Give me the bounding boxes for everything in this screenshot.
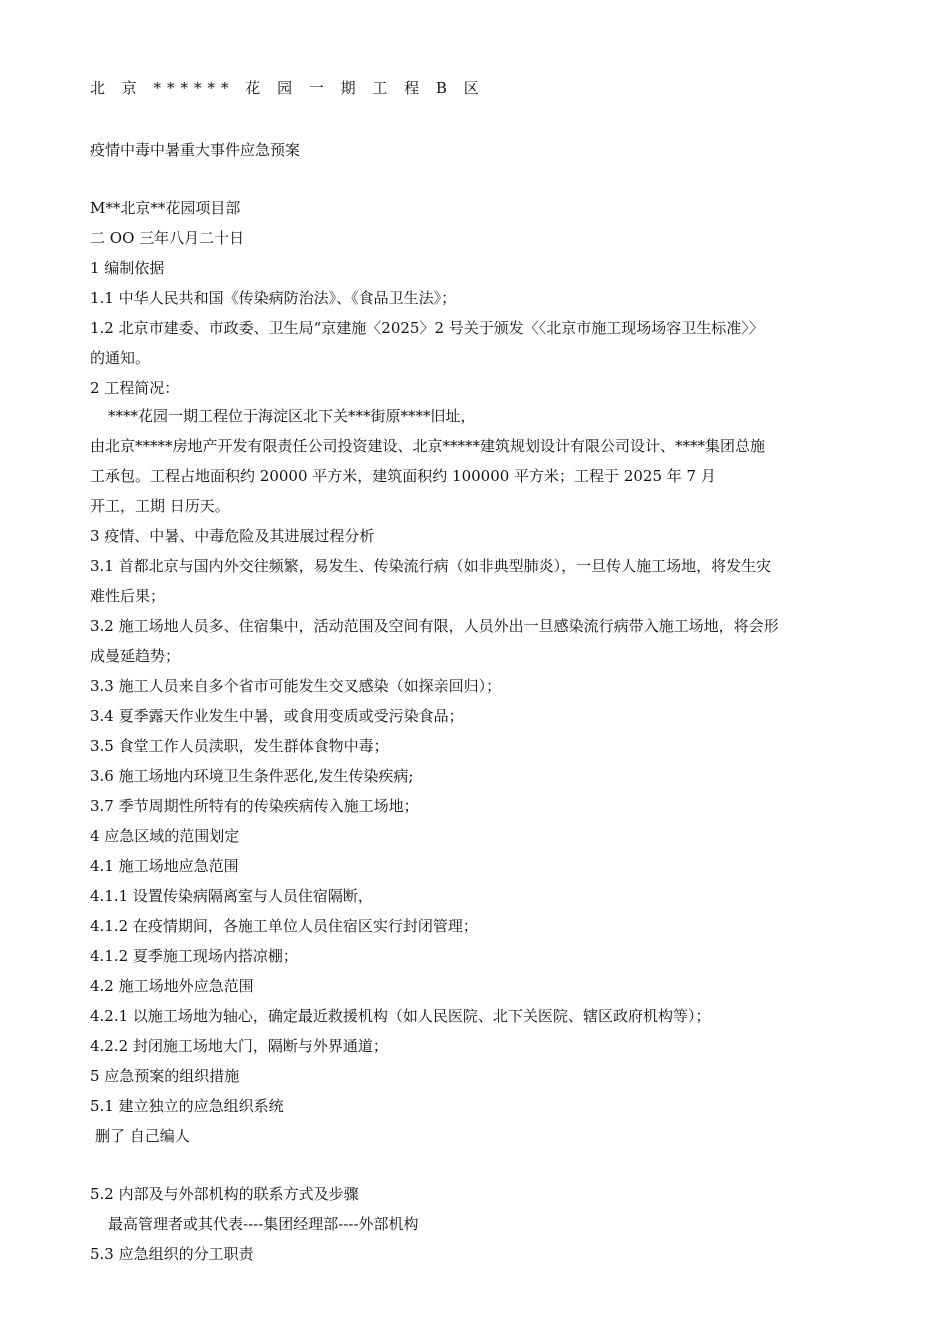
section-heading: 1 编制依据 (90, 259, 165, 277)
document-date: 二 OO 三年八月二十日 (90, 229, 245, 247)
subsection-heading: 4.1 施工场地应急范围 (90, 857, 239, 875)
section-heading: 4 应急区域的范围划定 (90, 827, 240, 845)
paragraph-line: 4.1.2 夏季施工现场内搭凉棚； (90, 947, 298, 965)
note-line: 删了 自己编人 (95, 1127, 190, 1145)
paragraph-line: 难性后果； (90, 587, 166, 605)
department-name: M**北京**花园项目部 (90, 199, 241, 217)
paragraph-line: 3.7 季节周期性所特有的传染疾病传入施工场地； (90, 797, 419, 815)
paragraph-line: 3.3 施工人员来自多个省市可能发生交叉感染（如探亲回归）； (90, 677, 502, 695)
paragraph-line: 成曼延趋势； (90, 647, 181, 665)
section-heading: 5 应急预案的组织措施 (90, 1067, 240, 1085)
paragraph-line: 3.6 施工场地内环境卫生条件恶化,发生传染疾病; (90, 767, 414, 785)
paragraph-line: 工承包。工程占地面积约 20000 平方米，建筑面积约 100000 平方米；工程于 2025 年 7 月 (90, 467, 716, 485)
project-title: 北 京 ****** 花 园 一 期 工 程 B 区 (90, 79, 485, 97)
paragraph-line: 开工，工期 日历天。 (90, 497, 230, 515)
subsection-heading: 5.2 内部及与外部机构的联系方式及步骤 (90, 1185, 359, 1203)
paragraph-line: 的通知。 (90, 349, 151, 367)
paragraph-line: 4.1.2 在疫情期间，各施工单位人员住宿区实行封闭管理； (90, 917, 478, 935)
paragraph-line: 3.1 首都北京与国内外交往频繁，易发生、传染流行病（如非典型肺炎），一旦传人施工场地，将发生灾 (90, 557, 772, 575)
subsection-heading: 4.2 施工场地外应急范围 (90, 977, 254, 995)
section-heading: 3 疫情、中暑、中毒危险及其进展过程分析 (90, 527, 375, 545)
subsection-heading: 5.3 应急组织的分工职责 (90, 1245, 254, 1263)
paragraph-line: 1.1 中华人民共和国《传染病防治法》、《食品卫生法》； (90, 289, 457, 307)
paragraph-line: 1.2 北京市建委、市政委、卫生局“京建施〈2025〉2 号关于颁发〈〈北京市施工现场场容卫生标准〉〉 (90, 319, 764, 337)
paragraph-line: ****花园一期工程位于海淀区北下关***街原****旧址， (108, 407, 476, 425)
subsection-heading: 5.1 建立独立的应急组织系统 (90, 1097, 284, 1115)
section-heading: 2 工程简况： (90, 379, 180, 397)
paragraph-line: 由北京*****房地产开发有限责任公司投资建设、北京*****建筑规划设计有限公司设计、****集团总施 (90, 437, 766, 455)
paragraph-line: 3.5 食堂工作人员渎职，发生群体食物中毒； (90, 737, 389, 755)
paragraph-line: 4.1.1 设置传染病隔离室与人员住宿隔断， (90, 887, 373, 905)
paragraph-line: 最高管理者或其代表----集团经理部----外部机构 (108, 1215, 419, 1233)
plan-title: 疫情中毒中暑重大事件应急预案 (90, 141, 301, 159)
paragraph-line: 3.2 施工场地人员多、住宿集中，活动范围及空间有限，人员外出一旦感染流行病带入施工场地，将会形 (90, 617, 779, 635)
paragraph-line: 3.4 夏季露天作业发生中暑，或食用变质或受污染食品； (90, 707, 464, 725)
paragraph-line: 4.2.2 封闭施工场地大门，隔断与外界通道； (90, 1037, 388, 1055)
paragraph-line: 4.2.1 以施工场地为轴心，确定最近救援机构（如人民医院、北下关医院、辖区政府机构等）； (90, 1007, 711, 1025)
